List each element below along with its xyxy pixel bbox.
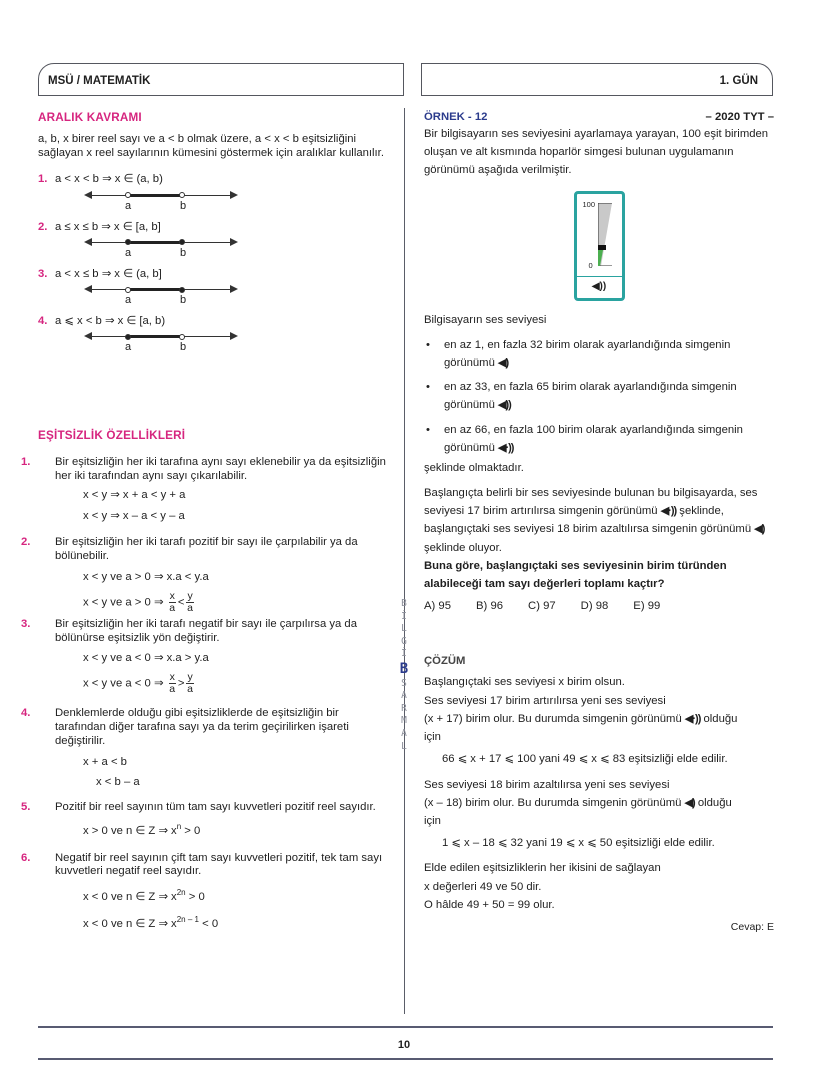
footer-rule-top bbox=[38, 1026, 773, 1028]
header-right-box bbox=[421, 63, 773, 96]
formula: x < y ve a > 0 ⇒ x.a < y.a bbox=[83, 571, 209, 584]
property-item: 6. Negatif bir reel sayının çift tam sayı kuvvetleri pozitif, tek tam sayı kuvvetleri negatif reel sayıdır. x < 0 ve n ∈ Z ⇒ $x^{2n} > 0$ x < 0 ve n ∈ Z ⇒ $x^{2n - 1} < 0$ bbox=[38, 852, 386, 933]
list-item: • en az 66, en fazla 100 birim olarak ayarlandığında simgenin görünümü ◀·)) bbox=[426, 423, 743, 454]
volume-widget: 100 0 ◀)) bbox=[424, 191, 774, 301]
formula: x > 0 ve n ∈ Z ⇒ $x^n > 0$ bbox=[83, 822, 201, 837]
header-left-box bbox=[38, 63, 404, 96]
interval-formula: a < x < b ⇒ x ∈ (a, b) bbox=[55, 173, 163, 186]
example-title: ÖRNEK - 12 bbox=[424, 111, 488, 123]
list-item: • en az 33, en fazla 65 birim olarak ayarlandığında simgenin görünümü ◀)) bbox=[426, 381, 737, 412]
volume-slider[interactable] bbox=[598, 203, 612, 266]
option-d[interactable]: D) 98 bbox=[580, 599, 609, 612]
interval-formula: a ≤ x ≤ b ⇒ x ∈ [a, b] bbox=[55, 220, 161, 233]
brand-logo-icon: B bbox=[399, 660, 409, 677]
formula: x < y ⇒ x + a < y + a bbox=[83, 488, 186, 501]
interval-formula: a ⩽ x < b ⇒ x ∈ [a, b) bbox=[55, 315, 166, 328]
formula: x < y ve a > 0 ⇒ $\frac{x}{a}$ < $\frac{y}{a}$ bbox=[83, 589, 193, 614]
speaker-low-icon: ◀) bbox=[684, 796, 695, 809]
closed-point-icon bbox=[125, 334, 131, 340]
speaker-high-icon: ◀·)) bbox=[660, 504, 677, 517]
number-line: a b bbox=[86, 330, 236, 352]
solution-equation: 1 ⩽ x – 18 ⩽ 32 yani 19 ⩽ x ⩽ 50 eşitsizliği elde edilir. bbox=[442, 837, 715, 850]
number-line: a b bbox=[86, 283, 236, 305]
property-item: 4. Denklemlerde olduğu gibi eşitsizliklerde de eşitsizliğin bir tarafından diğer tarafına sayı ya da terim geçirilirken işareti değiştirilir. x + a < b x < b – a bbox=[38, 707, 386, 791]
interval-item: 3. a < x ≤ b ⇒ x ∈ (a, b] a b bbox=[38, 267, 386, 305]
interval-item: 1. a < x < b ⇒ x ∈ (a, b) a b bbox=[38, 172, 386, 210]
right-column bbox=[424, 110, 774, 934]
header-day: 1. GÜN bbox=[719, 75, 758, 87]
open-point-icon bbox=[179, 192, 185, 198]
option-b[interactable]: B) 96 bbox=[476, 599, 504, 612]
speaker-medium-icon: ◀)) bbox=[498, 399, 511, 412]
formula: x < y ve a < 0 ⇒ x.a > y.a bbox=[83, 652, 209, 665]
example-paragraph: Başlangıçta belirli bir ses seviyesinde bulunan bu bilgisayarda, ses seviyesi 17 birim artırılırsa simgenin görünümü ◀·)) şeklinde, başlangıçtaki ses seviyesi 18 birim azaltılırsa simgenin görünümü ◀) şeklinde oluyor. bbox=[424, 486, 765, 554]
option-a[interactable]: A) 95 bbox=[424, 599, 452, 612]
footer-rule-bottom bbox=[38, 1058, 773, 1060]
question-text: Buna göre, başlangıçtaki ses seviyesinin birim türünden alabileceği tam sayı değerleri toplamı kaçtır? bbox=[424, 559, 727, 590]
after-bullets: şeklinde olmaktadır. bbox=[424, 462, 524, 475]
level-list bbox=[424, 336, 774, 458]
answer-label: Cevap: E bbox=[730, 920, 774, 933]
column-divider bbox=[404, 108, 405, 1014]
closed-point-icon bbox=[125, 239, 131, 245]
interval-item: 2. a ≤ x ≤ b ⇒ x ∈ [a, b] a b bbox=[38, 220, 386, 258]
solution-body: Başlangıçtaki ses seviyesi x birim olsun. Ses seviyesi 17 birim artırılırsa yeni ses seviyesi (x + 17) birim olur. Bu durumda simgenin görünümü ◀·)) olduğu için 66 ⩽ x + 17 ⩽ 100 yani 49 ⩽ x ⩽ 83 eşitsizliği elde edilir. Ses seviyesi 18 birim azaltılırsa yeni ses seviyesi (x – 18) birim olur. Bu durumda simgenin görünümü ◀) olduğu için 1 ⩽ x – 18 ⩽ 32 yani 19 ⩽ x ⩽ 50 eşitsizliği elde edilir. Elde edilen eşitsizliklerin her ikisini de sağlayan x değerleri 49 ve 50 dir. O hâlde 49 + 50 = 99 olur. Cevap: E bbox=[424, 676, 774, 933]
formula: x < b – a bbox=[96, 776, 140, 789]
interval-formula: a < x ≤ b ⇒ x ∈ (a, b] bbox=[55, 267, 162, 280]
interval-intro: a, b, x birer reel sayı ve a < b olmak üzere, a < x < b eşitsizliğini sağlayan x reel sayılarının kümesini göstermek için aralıklar kullanılır. bbox=[38, 132, 384, 160]
speaker-low-icon: ◀) bbox=[498, 356, 509, 369]
page-number: 10 bbox=[397, 1039, 411, 1051]
speaker-high-icon: ◀·)) bbox=[498, 441, 514, 454]
speaker-low-icon: ◀) bbox=[754, 523, 765, 536]
header-subject: MSÜ / MATEMATİK bbox=[48, 75, 151, 87]
closed-point-icon bbox=[179, 287, 185, 293]
left-column bbox=[21, 110, 386, 932]
formula: x < 0 ve n ∈ Z ⇒ $x^{2n} > 0$ bbox=[83, 888, 205, 903]
side-brand: B İ L G İ B S A R M A L bbox=[397, 598, 411, 753]
example-source: – 2020 TYT – bbox=[705, 111, 774, 123]
speaker-high-icon: ◀·)) bbox=[684, 712, 701, 725]
number-line: a b bbox=[86, 236, 236, 258]
section-title-properties: EŞİTSİZLİK ÖZELLİKLERİ bbox=[38, 429, 186, 443]
option-e[interactable]: E) 99 bbox=[633, 599, 661, 612]
solution-title: ÇÖZÜM bbox=[424, 655, 466, 668]
solution-equation: 66 ⩽ x + 17 ⩽ 100 yani 49 ⩽ x ⩽ 83 eşitsizliği elde edilir. bbox=[442, 753, 728, 766]
property-item: 3. Bir eşitsizliğin her iki tarafı negatif bir sayı ile çarpılırsa ya da bölünürse eşitsizlik yön değiştirir. x < y ve a < 0 ⇒ x.a > y.a x < y ve a < 0 ⇒ $\frac{x}{a}$ > $\frac{y}{a}$ bbox=[38, 618, 386, 695]
speaker-icon: ◀)) bbox=[591, 281, 607, 293]
example-header bbox=[424, 110, 774, 125]
property-item: 5. Pozitif bir reel sayının tüm tam sayı kuvvetleri pozitif reel sayıdır. x > 0 ve n ∈ Z ⇒ $x^n > 0$ bbox=[38, 801, 386, 839]
formula: x < y ⇒ x – a < y – a bbox=[83, 509, 185, 522]
open-point-icon bbox=[125, 287, 131, 293]
formula: x < y ve a < 0 ⇒ $\frac{x}{a}$ > $\frac{y}{a}$ bbox=[83, 671, 193, 696]
open-point-icon bbox=[125, 192, 131, 198]
interval-item: 4. a ⩽ x < b ⇒ x ∈ [a, b) a b bbox=[38, 314, 386, 352]
formula: x < 0 ve n ∈ Z ⇒ $x^{2n - 1} < 0$ bbox=[83, 914, 219, 930]
formula: x + a < b bbox=[83, 755, 127, 768]
number-line: a b bbox=[86, 189, 236, 211]
closed-point-icon bbox=[179, 239, 185, 245]
section-title-interval: ARALIK KAVRAMI bbox=[38, 111, 142, 124]
option-c[interactable]: C) 97 bbox=[528, 599, 556, 612]
answer-options bbox=[424, 599, 774, 614]
open-point-icon bbox=[179, 334, 185, 340]
level-intro: Bilgisayarın ses seviyesi bbox=[424, 314, 547, 327]
example-intro: Bir bilgisayarın ses seviyesini ayarlamaya yarayan, 100 eşit birimden oluşan ve alt kısmında hoparlör simgesi bulunan uygulamanın görünümü aşağıda verilmiştir. bbox=[424, 128, 769, 177]
property-item: 2. Bir eşitsizliğin her iki tarafı pozitif bir sayı ile çarpılabilir ya da bölünebilir. x < y ve a > 0 ⇒ x.a < y.a x < y ve a > 0 ⇒ $\frac{x}{a}$ < $\frac{y}{a}$ bbox=[38, 536, 386, 613]
property-item: 1. Bir eşitsizliğin her iki tarafına aynı sayı eklenebilir ya da eşitsizliğin her iki tarafından aynı sayı çıkarılabilir. x < y ⇒ x + a < y + a x < y ⇒ x – a < y – a bbox=[38, 456, 386, 524]
list-item: • en az 1, en fazla 32 birim olarak ayarlandığında simgenin görünümü ◀) bbox=[426, 338, 731, 369]
